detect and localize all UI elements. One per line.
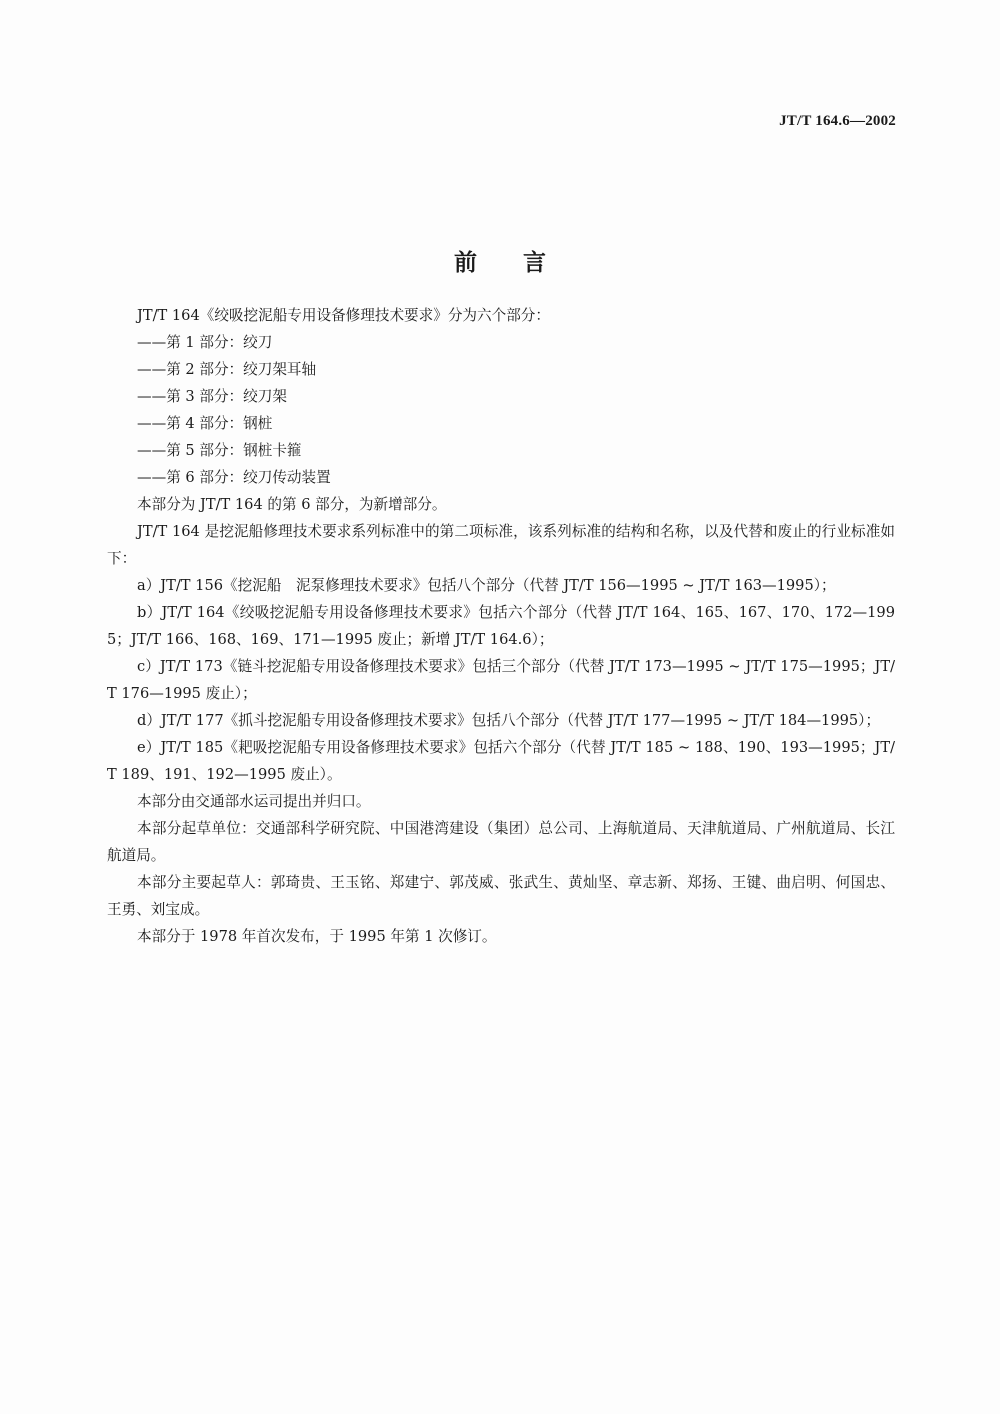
page-title: 前言	[454, 250, 592, 276]
series-item-d: d）JT/T 177《抓斗挖泥船专用设备修理技术要求》包括八个部分（代替 JT/T 177—1995 ~ JT/T 184—1995）；	[137, 712, 881, 729]
part-statement-paragraph: 本部分为 JT/T 164 的第 6 部分，为新增部分。	[137, 496, 447, 513]
intro-paragraph: JT/T 164《绞吸挖泥船专用设备修理技术要求》分为六个部分：	[137, 307, 550, 324]
part-list-item: ——第 3 部分：绞刀架	[137, 388, 287, 405]
proposer-paragraph: 本部分由交通部水运司提出并归口。	[137, 793, 371, 810]
series-item-e: e）JT/T 185《耙吸挖泥船专用设备修理技术要求》包括六个部分（代替 JT/T 185 ~ 188、190、193—1995；JT/T 189、191、192—1995 废止）。	[107, 739, 895, 783]
part-list-item: ——第 1 部分：绞刀	[137, 334, 273, 351]
drafting-units-paragraph: 本部分起草单位：交通部科学研究院、中国港湾建设（集团）总公司、上海航道局、天津航道局、广州航道局、长江航道局。	[107, 820, 895, 864]
publication-history-paragraph: 本部分于 1978 年首次发布，于 1995 年第 1 次修订。	[137, 928, 497, 945]
part-list-item: ——第 6 部分：绞刀传动装置	[137, 469, 331, 486]
series-item-a: a）JT/T 156《挖泥船 泥泵修理技术要求》包括八个部分（代替 JT/T 156—1995 ~ JT/T 163—1995）；	[137, 577, 836, 594]
part-list-item: ——第 2 部分：绞刀架耳轴	[137, 361, 317, 378]
series-item-c: c）JT/T 173《链斗挖泥船专用设备修理技术要求》包括三个部分（代替 JT/T 173—1995 ~ JT/T 175—1995；JT/T 176—1995 废止）；	[107, 658, 895, 702]
series-paragraph: JT/T 164 是挖泥船修理技术要求系列标准中的第二项标准，该系列标准的结构和名称，以及代替和废止的行业标准如下：	[107, 523, 895, 567]
foreword-body	[107, 302, 895, 950]
series-item-b: b）JT/T 164《绞吸挖泥船专用设备修理技术要求》包括六个部分（代替 JT/T 164、165、167、170、172—1995；JT/T 166、168、169、171—1995 废止；新增 JT/T 164.6）；	[107, 604, 895, 648]
drafters-paragraph: 本部分主要起草人：郭琦贵、王玉铭、郑建宁、郭茂威、张武生、黄灿坚、章志新、郑扬、王键、曲启明、何国忠、王勇、刘宝成。	[107, 874, 895, 918]
standard-code: JT/T 164.6—2002	[779, 113, 896, 129]
part-list-item: ——第 4 部分：钢桩	[137, 415, 273, 432]
part-list-item: ——第 5 部分：钢桩卡箍	[137, 442, 302, 459]
